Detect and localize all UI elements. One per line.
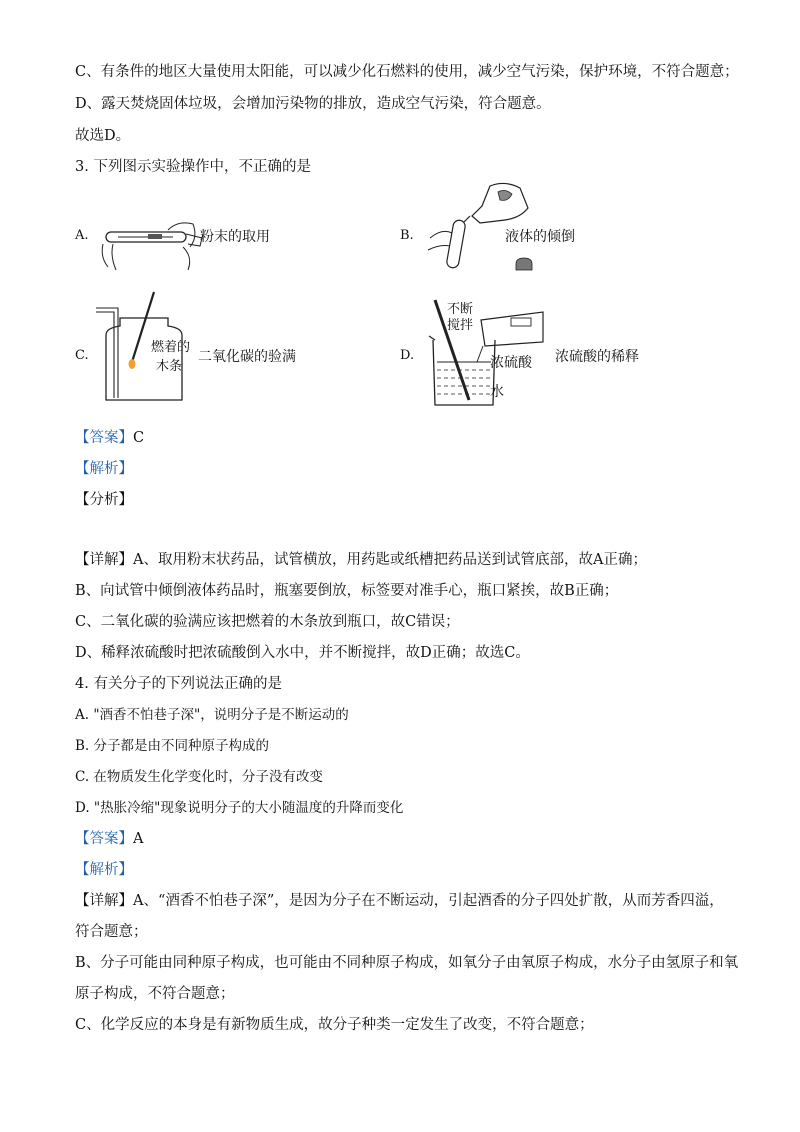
text-line: D、露天焚烧固体垃圾，会增加污染物的排放，造成空气污染，符合题意。 [75,96,551,112]
option-a-caption: 粉末的取用 [200,229,270,245]
analysis-tag-text: 【解析】 [75,461,133,477]
question-4: 4. 有关分子的下列说法正确的是 [75,676,282,692]
analysis-tag-text: 【解析】 [75,862,133,878]
q4-option-d: D. "热胀冷缩"现象说明分子的大小随温度的升降而变化 [75,800,404,816]
acid-label: 浓硫酸 [490,355,532,371]
lit-stick-label: 燃着的 [151,340,191,355]
analysis-tag [75,459,133,479]
text-line: C、有条件的地区大量使用太阳能，可以减少化石燃料的使用，减少空气污染，保护环境，不符合题意； [75,64,739,80]
detail-text: A、取用粉末状药品，试管横放，用药匙或纸槽把药品送到试管底部，故A正确； [133,552,647,568]
detail-text: A、“酒香不怕巷子深”，是因为分子在不断运动，引起酒香的分子四处扩散，从而芳香四溢， [133,893,724,909]
q4-option-c: C. 在物质发生化学变化时，分子没有改变 [75,769,323,785]
option-b-letter: B. [400,228,414,243]
detail-line: D、稀释浓硫酸时把浓硫酸倒入水中，并不断搅拌，故D正确；故选C。 [75,645,530,661]
acid-dilution-figure [425,290,545,410]
answer-value: C [133,430,145,446]
detail-line [75,891,724,911]
answer-value: A [133,831,144,847]
answer-tag: 【答案】 [75,430,133,446]
detail-line: 原子构成，不符合题意； [75,986,235,1002]
option-d-caption: 浓硫酸的稀释 [555,349,639,365]
answer-tag: 【答案】 [75,831,133,847]
detail-line: B、向试管中倾倒液体药品时，瓶塞要倒放，标签要对准手心，瓶口紧挨，故B正确； [75,583,619,599]
stir-label-1: 不断 [447,302,474,317]
detail-line: C、二氧化碳的验满应该把燃着的木条放到瓶口，故C错误； [75,614,460,630]
analysis-tag [75,860,133,880]
detail-line: C、化学反应的本身是有新物质生成，故分子种类一定发生了改变，不符合题意； [75,1017,594,1033]
fenxi-tag: 【分析】 [75,492,133,508]
option-c-letter: C. [75,348,89,363]
option-d-letter: D. [400,348,415,363]
detail-line: 符合题意； [75,924,148,940]
answer-line [75,428,144,448]
water-label: 水 [490,384,504,400]
text-line: 故选D。 [75,128,131,144]
wood-label: 木条 [156,359,183,374]
detail-line: B、分子可能由同种原子构成，也可能由不同种原子构成，如氧分子由氧原子构成，水分子由氢原子和氧 [75,955,739,971]
stir-label-2: 搅拌 [447,318,474,333]
q4-option-a: A. "酒香不怕巷子深"，说明分子是不断运动的 [75,707,349,723]
option-c-caption: 二氧化碳的验满 [198,349,296,365]
q4-option-b: B. 分子都是由不同种原子构成的 [75,738,270,754]
powder-tube-figure [98,212,208,272]
detail-line [75,550,647,570]
option-b-caption: 液体的倾倒 [505,229,575,245]
detail-tag: 【详解】 [75,893,133,909]
question-3: 3. 下列图示实验操作中，不正确的是 [75,159,311,175]
answer-line [75,829,143,849]
option-a-letter: A. [75,228,89,243]
detail-tag: 【详解】 [75,552,133,568]
